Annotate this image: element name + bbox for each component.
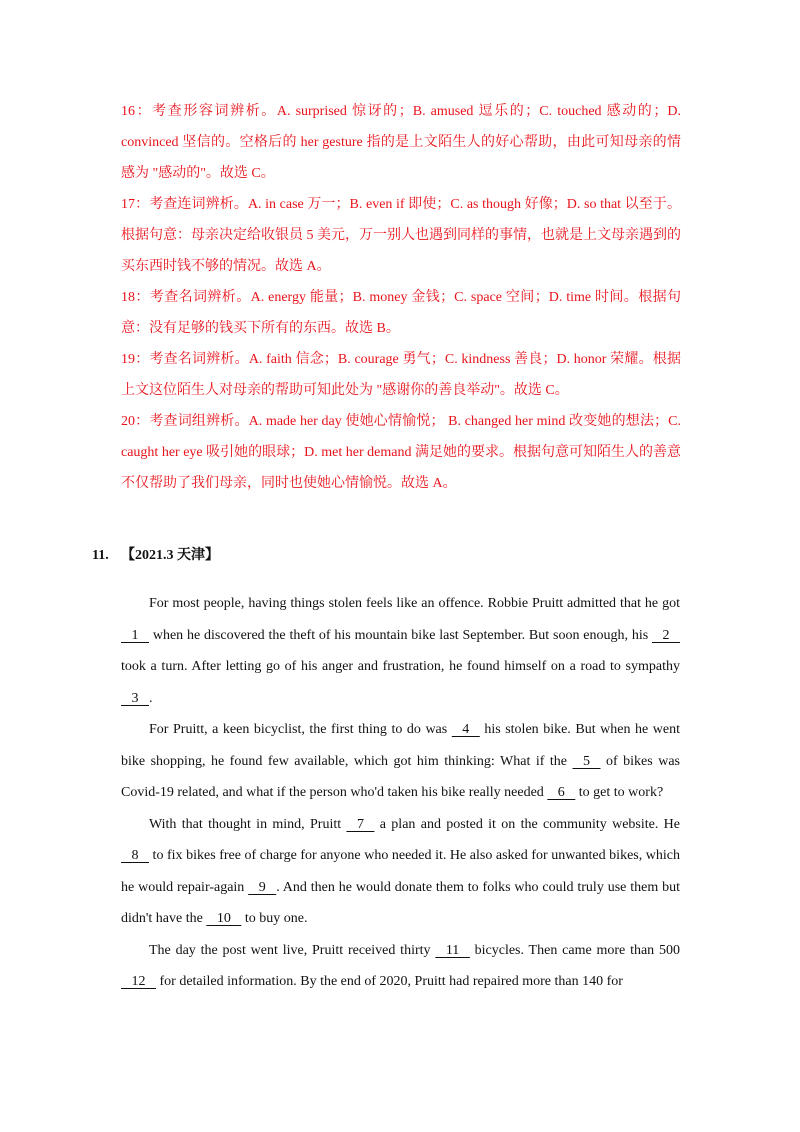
passage-text: With that thought in mind, Pruitt: [149, 816, 347, 832]
blank-3: 3: [121, 690, 149, 706]
blank-11: 11: [435, 942, 470, 958]
passage-text: bicycles. Then came more than 500: [469, 942, 680, 958]
passage-text: to buy one.: [241, 911, 308, 926]
passage-text: took a turn. After letting go of his anger and frustration, he found himself on a road to sympathy: [121, 659, 680, 674]
passage-text: a plan and posted it on the community website. He: [374, 816, 680, 832]
blank-7: 7: [346, 816, 375, 832]
question-number: 11.: [92, 548, 109, 563]
blank-9: 9: [248, 879, 277, 895]
blank-8: 8: [121, 848, 149, 863]
blank-5: 5: [572, 753, 601, 769]
passage-paragraph-1: [121, 588, 680, 714]
passage-text: of bikes was Covid-19 related, and what if the person who'd taken his bike really needed: [121, 753, 680, 800]
passage-text: The day the post went live, Pruitt received thirty: [149, 942, 436, 958]
blank-1: 1: [121, 627, 149, 643]
blank-6: 6: [547, 785, 576, 800]
passage-text: to fix bikes free of charge for anyone who needed it. He also asked for unwanted bikes, which he would repair-again: [121, 848, 680, 895]
answer-18: 18：考查名词辨析。A. energy 能量；B. money 金钱；C. space 空间；D. time 时间。根据句意：没有足够的钱买下所有的东西。故选 B。: [121, 290, 681, 336]
passage-text: for detailed information. By the end of 2020, Pruitt had repaired more than 140 for: [156, 974, 623, 989]
blank-2: 2: [652, 627, 680, 643]
blank-4: 4: [451, 722, 480, 737]
passage-text: . And then he would donate them to folks who could truly use them but didn't have the: [121, 879, 680, 926]
answer-17: 17：考查连词辨析。A. in case 万一；B. even if 即使；C. as though 好像；D. so that 以至于。根据句意：母亲决定给收银员 5 美元，万一别人也遇到同样的事情，也就是上文母亲遇到的买东西时钱不够的情况。故选 A。: [121, 197, 681, 274]
passage-text: .: [149, 690, 153, 706]
question-heading: [92, 546, 219, 566]
blank-12: 12: [121, 974, 156, 989]
blank-10: 10: [206, 911, 242, 926]
passage-paragraph-3: [121, 809, 680, 935]
answer-20: 20：考查词组辨析。A. made her day 使她心情愉悦； B. changed her mind 改变她的想法；C. caught her eye 吸引她的眼球；D. met her demand 满足她的要求。根据句意可知陌生人的善意不仅帮助了我们母亲，同时也使她心情愉悦。故选 A。: [121, 414, 681, 491]
passage-text: when he discovered the theft of his mountain bike last September. But soon enough, his: [149, 627, 652, 643]
question-source: 【2021.3 天津】: [121, 548, 219, 563]
answer-16: 16：考查形容词辨析。A. surprised 惊讶的；B. amused 逗乐的；C. touched 感动的；D. convinced 坚信的。空格后的 her gesture 指的是上文陌生人的好心帮助，由此可知母亲的情感为 "感动的"。故选 C。: [121, 104, 681, 181]
passage-text: to get to work?: [575, 785, 664, 800]
answer-19: 19：考查名词辨析。A. faith 信念；B. courage 勇气；C. kindness 善良；D. honor 荣耀。根据上文这位陌生人对母亲的帮助可知此处为 "感谢你的善良举动"。故选 C。: [121, 352, 681, 398]
passage-text: For most people, having things stolen feels like an offence. Robbie Pruitt admitted that he got: [149, 596, 680, 611]
passage-text: his stolen bike. But when he went bike shopping, he found few available, which got him thinking: What if the: [121, 722, 680, 769]
passage-text: For Pruitt, a keen bicyclist, the first thing to do was: [149, 722, 452, 737]
cloze-passage: [121, 588, 680, 998]
passage-paragraph-4: [121, 935, 680, 998]
passage-paragraph-2: [121, 714, 680, 809]
answer-explanations: [121, 96, 681, 499]
